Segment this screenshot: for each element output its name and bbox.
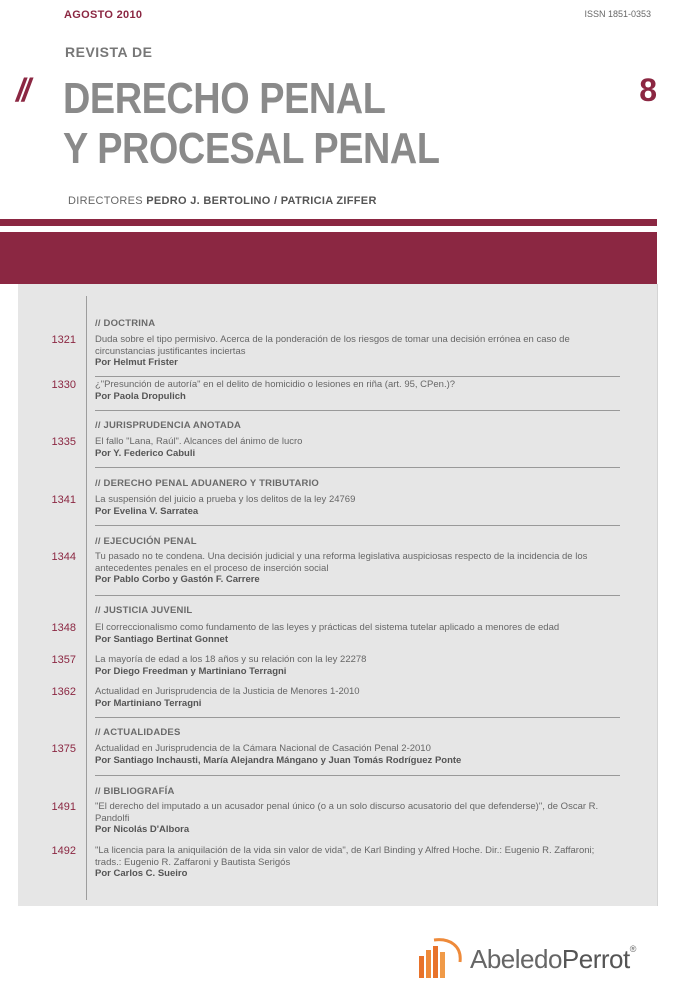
page-number: 1491	[51, 801, 76, 813]
entry-title: Duda sobre el tipo permisivo. Acerca de la ponderación de los riesgos de tomar una decisión errónea en caso de circunstancias justificantes inciertas Por Helmut Frister	[95, 334, 615, 369]
entry-separator	[95, 410, 620, 411]
title-line-2: Y PROCESAL PENAL	[63, 124, 440, 173]
section-actualidades: // ACTUALIDADES	[95, 727, 181, 738]
title-line-1: DERECHO PENAL	[63, 74, 386, 123]
entry-separator	[95, 376, 620, 377]
entry-author: Por Martiniano Terragni	[95, 697, 202, 709]
entry-title: "El derecho del imputado a un acusador penal único (o a un solo discurso acusatorio del que defenderse)", de Oscar R. Pandolfi Por Nicolás D'Albora	[95, 801, 615, 836]
title-prefix: REVISTA DE	[65, 44, 153, 60]
section-jurisprudencia-anotada: // JURISPRUDENCIA ANOTADA	[95, 420, 242, 431]
toc-divider-line	[86, 296, 87, 900]
page-number: 1357	[51, 654, 76, 666]
entry-author: Por Paola Dropulich	[95, 390, 186, 402]
entry-title: La suspensión del juicio a prueba y los delitos de la ley 24769 Por Evelina V. Sarratea	[95, 494, 615, 517]
entry-author: Por Pablo Corbo y Gastón F. Carrere	[95, 574, 260, 585]
directors-line	[68, 195, 377, 207]
entry-separator	[95, 775, 620, 776]
issn: ISSN 1851-0353	[584, 9, 651, 19]
page-number: 1344	[51, 551, 76, 563]
page-number: 1362	[51, 686, 76, 698]
publisher-logo	[416, 936, 666, 980]
page-number: 1375	[51, 743, 76, 755]
top-meta	[64, 9, 651, 23]
entry-author: Por Evelina V. Sarratea	[95, 505, 199, 517]
accent-band-thin	[0, 219, 657, 226]
page-number: 1348	[51, 622, 76, 634]
issue-date: AGOSTO 2010	[64, 9, 143, 21]
entry-title: "La licencia para la aniquilación de la vida sin valor de vida", de Karl Binding y Alfred Hoche. Dir.: Eugenio R. Zaffaroni; trads.: Eugenio R. Zaffaroni y Bautista Serigós Por Carlos C. Sueiro	[95, 845, 615, 880]
publisher-name: AbeledoPerrot®	[470, 944, 636, 974]
section-bibliografia: // BIBLIOGRAFÍA	[95, 786, 175, 797]
accent-band	[0, 232, 657, 284]
entry-author: Por Y. Federico Cabuli	[95, 447, 196, 459]
entry-title: Tu pasado no te condena. Una decisión judicial y una reforma legislativa auspiciosas respecto de la incidencia de los antecedentes penales en el proceso de inserción social Por Pablo Corbo y Gastón F. Carrere	[95, 551, 615, 586]
entry-author: Por Diego Freedman y Martiniano Terragni	[95, 665, 287, 677]
entry-separator	[95, 595, 620, 596]
entry-author: Por Santiago Inchausti, María Alejandra Mángano y Juan Tomás Rodríguez Ponte	[95, 754, 462, 766]
page-number: 1335	[51, 436, 76, 448]
section-derecho-penal-aduanero: // DERECHO PENAL ADUANERO Y TRIBUTARIO	[95, 478, 320, 489]
entry-separator	[95, 525, 620, 526]
directors-label: DIRECTORES	[68, 195, 143, 207]
page-number: 1492	[51, 845, 76, 857]
entry-author: Por Nicolás D'Albora	[95, 824, 190, 835]
slashes-mark: //	[16, 72, 28, 108]
section-doctrina: // DOCTRINA	[95, 318, 156, 329]
section-ejecucion-penal: // EJECUCIÓN PENAL	[95, 536, 197, 547]
entry-separator	[95, 467, 620, 468]
section-justicia-juvenil: // JUSTICIA JUVENIL	[95, 605, 193, 616]
entry-title: Actualidad en Jurisprudencia de la Justicia de Menores 1-2010 Por Martiniano Terragni	[95, 686, 615, 709]
entry-author: Por Santiago Bertinat Gonnet	[95, 633, 229, 645]
page-number: 1321	[51, 334, 76, 346]
entry-separator	[95, 717, 620, 718]
publisher-logo-icon	[416, 938, 466, 978]
entry-author: Por Helmut Frister	[95, 357, 178, 368]
entry-title: El correccionalismo como fundamento de las leyes y prácticas del sistema tutelar aplicado a menores de edad Por Santiago Bertinat Gonnet	[95, 622, 615, 645]
entry-title: ¿"Presunción de autoría" en el delito de homicidio o lesiones en riña (art. 95, CPen.)? Por Paola Dropulich	[95, 379, 615, 402]
entry-title: La mayoría de edad a los 18 años y su relación con la ley 22278 Por Diego Freedman y Martiniano Terragni	[95, 654, 615, 677]
directors-names: PEDRO J. BERTOLINO / PATRICIA ZIFFER	[146, 195, 377, 207]
issue-number: 8	[639, 72, 657, 108]
page-number: 1330	[51, 379, 76, 391]
entry-author: Por Carlos C. Sueiro	[95, 868, 188, 879]
journal-title	[63, 74, 440, 174]
entry-title: El fallo "Lana, Raúl". Alcances del ánimo de lucro Por Y. Federico Cabuli	[95, 436, 615, 459]
entry-title: Actualidad en Jurisprudencia de la Cámara Nacional de Casación Penal 2-2010 Por Santiago Inchausti, María Alejandra Mángano y Juan Tomás Rodríguez Ponte	[95, 743, 615, 766]
page-number: 1341	[51, 494, 76, 506]
